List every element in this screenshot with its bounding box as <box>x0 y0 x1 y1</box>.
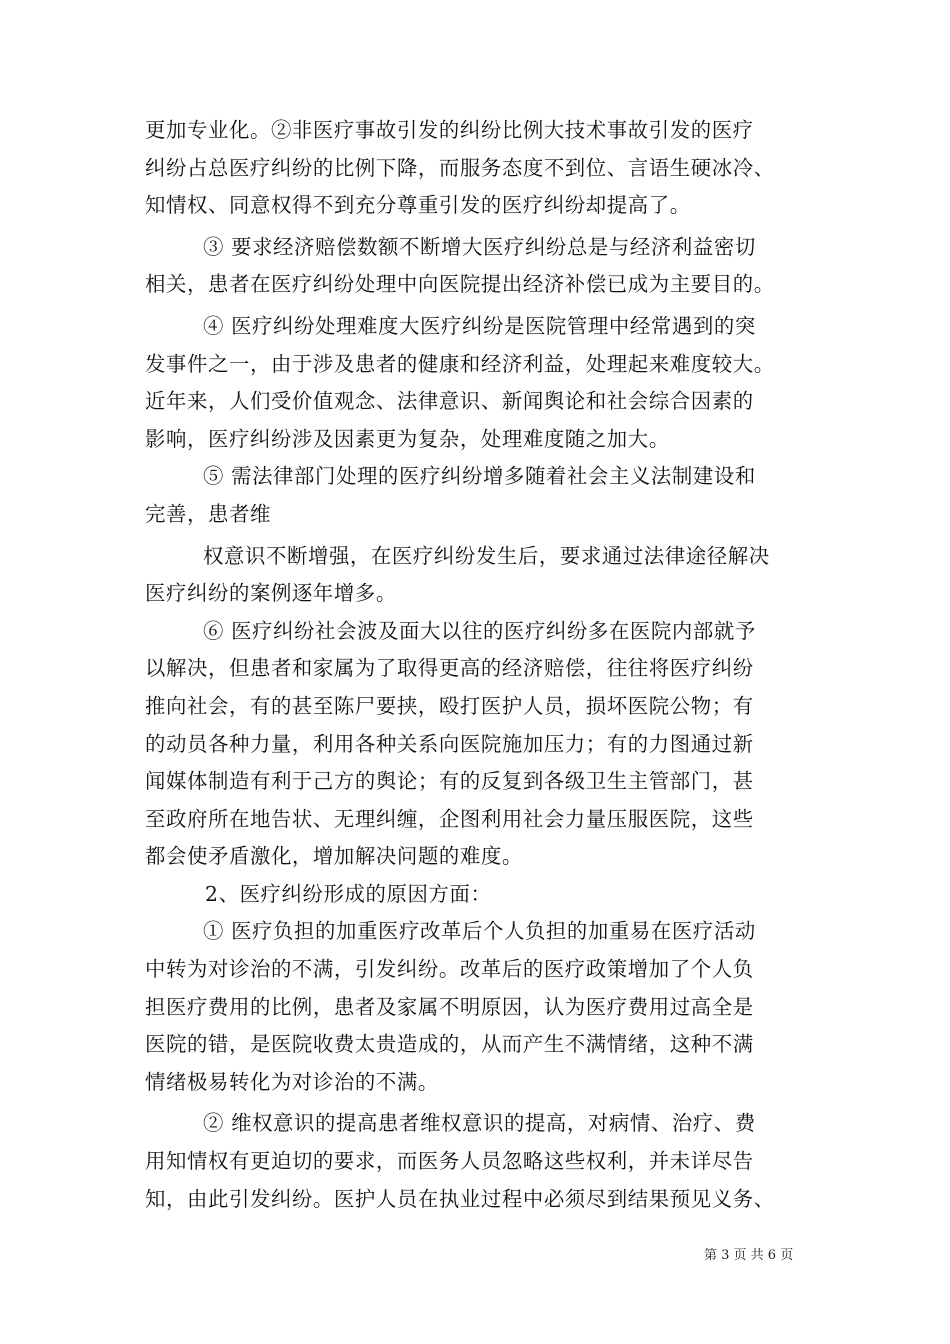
text-line: 用知情权有更迫切的要求，而医务人员忽略这些权利，并未详尽告 <box>145 1149 754 1174</box>
text-line: 发事件之一，由于涉及患者的健康和经济利益，处理起来难度较大。 <box>145 351 775 376</box>
text-line: 权意识不断增强，在医疗纠纷发生后，要求通过法律途径解决 <box>203 543 770 568</box>
text-line: 担医疗费用的比例，患者及家属不明原因，认为医疗费用过高全是 <box>145 994 754 1019</box>
section-heading: 2、医疗纠纷形成的原因方面： <box>205 881 492 906</box>
text-line: 医院的错，是医院收费太贵造成的，从而产生不满情绪，这种不满 <box>145 1032 754 1057</box>
text-line: 以解决，但患者和家属为了取得更高的经济赔偿，往往将医疗纠纷 <box>145 656 754 681</box>
text-line: 至政府所在地告状、无理纠缠，企图利用社会力量压服医院，这些 <box>145 806 754 831</box>
text-line: 纠纷占总医疗纠纷的比例下降，而服务态度不到位、言语生硬冰冷、 <box>145 155 775 180</box>
text-line: 更加专业化。②非医疗事故引发的纠纷比例大技术事故引发的医疗 <box>145 118 754 142</box>
page-number: 第 3 页 共 6 页 <box>704 1248 794 1263</box>
text-line: 推向社会，有的甚至陈尸要挟，殴打医护人员，损坏医院公物；有 <box>145 693 754 718</box>
text-line: 的动员各种力量，利用各种关系向医院施加压力；有的力图通过新 <box>145 731 754 756</box>
text-line: 都会使矛盾激化，增加解决问题的难度。 <box>145 844 523 869</box>
text-line: 相关，患者在医疗纠纷处理中向医院提出经济补偿已成为主要目的。 <box>145 272 775 297</box>
text-line: ④ 医疗纠纷处理难度大医疗纠纷是医院管理中经常遇到的突 <box>203 313 756 338</box>
text-line: 医疗纠纷的案例逐年增多。 <box>145 581 397 606</box>
text-line: ① 医疗负担的加重医疗改革后个人负担的加重易在医疗活动 <box>203 919 756 944</box>
text-line: ③ 要求经济赔偿数额不断增大医疗纠纷总是与经济利益密切 <box>203 234 756 259</box>
text-line: 知，由此引发纠纷。医护人员在执业过程中必须尽到结果预见义务、 <box>145 1186 775 1211</box>
body-text <box>145 112 817 1218</box>
text-line: ② 维权意识的提高患者维权意识的提高，对病情、治疗、费 <box>203 1111 756 1136</box>
text-line: 近年来，人们受价值观念、法律意识、新闻舆论和社会综合因素的 <box>145 389 754 414</box>
text-line: 中转为对诊治的不满，引发纠纷。改革后的医疗政策增加了个人负 <box>145 957 754 982</box>
text-line: 闻媒体制造有利于己方的舆论；有的反复到各级卫生主管部门，甚 <box>145 769 754 794</box>
text-line: ⑥ 医疗纠纷社会波及面大以往的医疗纠纷多在医院内部就予 <box>203 618 756 643</box>
text-line: ⑤ 需法律部门处理的医疗纠纷增多随着社会主义法制建设和 <box>203 464 756 489</box>
text-line: 知情权、同意权得不到充分尊重引发的医疗纠纷却提高了。 <box>145 193 691 218</box>
text-line: 完善，患者维 <box>145 501 271 526</box>
text-line: 影响，医疗纠纷涉及因素更为复杂，处理难度随之加大。 <box>145 426 670 451</box>
text-line: 情绪极易转化为对诊治的不满。 <box>145 1069 439 1094</box>
